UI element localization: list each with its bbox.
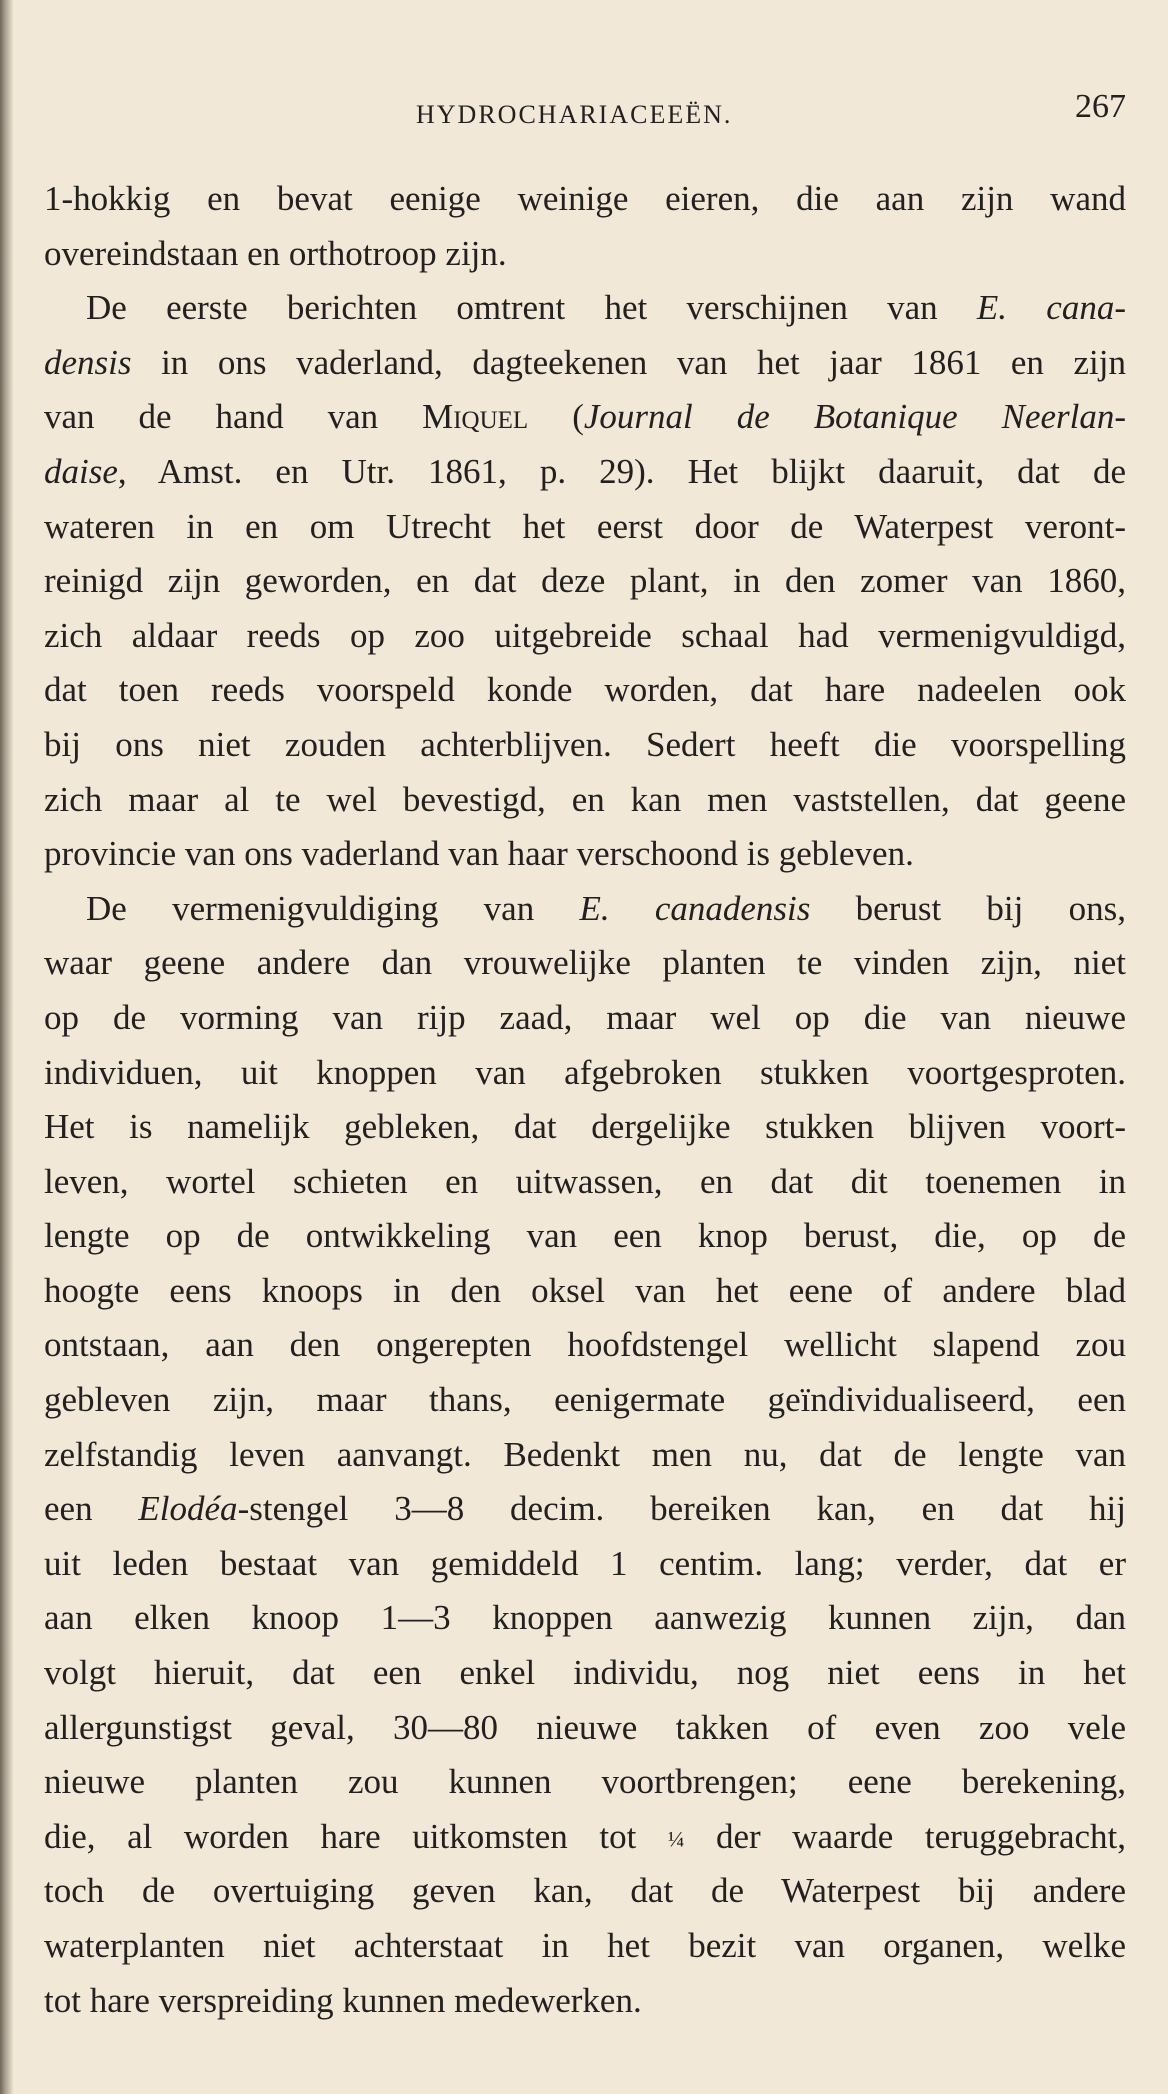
text-line-5: van de hand van Miquel (Journal de Botanique Neerlan- [44, 397, 1127, 437]
text-line-8: reinigd zijn geworden, en dat deze plant, in den zomer van 1860, [44, 561, 1126, 601]
text-line-4: densis in ons vaderland, dagteekenen van het jaar 1861 en zijn [44, 342, 1126, 382]
body-text [44, 172, 1126, 2028]
text-line-30: nieuwe planten zou kunnen voortbrengen; eene berekening, [44, 1762, 1126, 1802]
text-line-15: waar geene andere dan vrouwelijke planten te vinden zijn, niet [44, 943, 1126, 983]
text-line-14: De vermenigvuldiging van E. canadensis berust bij ons, [86, 888, 1126, 928]
text-line-24: zelfstandig leven aanvangt. Bedenkt men nu, dat de lengte van [44, 1434, 1126, 1474]
text-line-33: waterplanten niet achterstaat in het bezit van organen, welke [44, 1926, 1126, 1965]
text-line-29: allergunstigst geval, 30—80 nieuwe takken of even zoo vele [44, 1707, 1126, 1747]
text-line-26: uit leden bestaat van gemiddeld 1 centim. lang; verder, dat er [44, 1543, 1126, 1583]
text-line-2: overeindstaan en orthotroop zijn. [44, 233, 507, 273]
text-line-19: leven, wortel schieten en uitwassen, en dat dit toenemen in [44, 1161, 1126, 1201]
text-line-6: daise, Amst. en Utr. 1861, p. 29). Het blijkt daaruit, dat de [44, 451, 1126, 491]
text-line-3: De eerste berichten omtrent het verschijnen van E. cana- [86, 288, 1126, 328]
text-line-17: individuen, uit knoppen van afgebroken stukken voortgesproten. [44, 1052, 1126, 1092]
text-line-18: Het is namelijk gebleken, dat dergelijke stukken blijven voort- [44, 1107, 1126, 1147]
text-line-12: zich maar al te wel bevestigd, en kan men vaststellen, dat geene [44, 779, 1126, 819]
text-line-20: lengte op de ontwikkeling van een knop berust, die, op de [44, 1216, 1126, 1256]
text-line-11: bij ons niet zouden achterblijven. Sedert heeft die voorspelling [44, 724, 1126, 764]
text-line-7: wateren in en om Utrecht het eerst door de Waterpest veront- [44, 506, 1126, 546]
text-line-22: ontstaan, aan den ongerepten hoofdstengel wellicht slapend zou [44, 1325, 1126, 1365]
text-line-27: aan elken knoop 1—3 knoppen aanwezig kunnen zijn, dan [44, 1598, 1126, 1638]
page-number: 267 [1075, 88, 1126, 125]
text-line-10: dat toen reeds voorspeld konde worden, dat hare nadeelen ook [44, 670, 1126, 710]
page-edge-shadow [0, 0, 14, 2094]
page-header [44, 88, 1126, 136]
text-line-23: gebleven zijn, maar thans, eenigermate geïndividualiseerd, een [44, 1380, 1126, 1420]
text-line-32: toch de overtuiging geven kan, dat de Waterpest bij andere [44, 1871, 1126, 1911]
text-line-9: zich aldaar reeds op zoo uitgebreide schaal had vermenigvuldigd, [44, 615, 1126, 655]
text-line-1: 1-hokkig en bevat eenige weinige eieren, die aan zijn wand [44, 179, 1126, 218]
text-line-28: volgt hieruit, dat een enkel individu, nog niet eens in het [44, 1653, 1126, 1693]
running-head: HYDROCHARIACEEËN. [416, 100, 733, 129]
text-line-25: een Elodéa-stengel 3—8 decim. bereiken kan, en dat hij [44, 1489, 1126, 1529]
text-line-31: die, al worden hare uitkomsten tot ¼ der waarde teruggebracht, [44, 1816, 1126, 1856]
text-line-16: op de vorming van rijp zaad, maar wel op die van nieuwe [44, 997, 1126, 1037]
text-line-21: hoogte eens knoops in den oksel van het eene of andere blad [44, 1270, 1126, 1310]
text-line-34: tot hare verspreiding kunnen medewerken. [44, 1980, 642, 2020]
text-line-13: provincie van ons vaderland van haar verschoond is gebleven. [44, 834, 914, 874]
